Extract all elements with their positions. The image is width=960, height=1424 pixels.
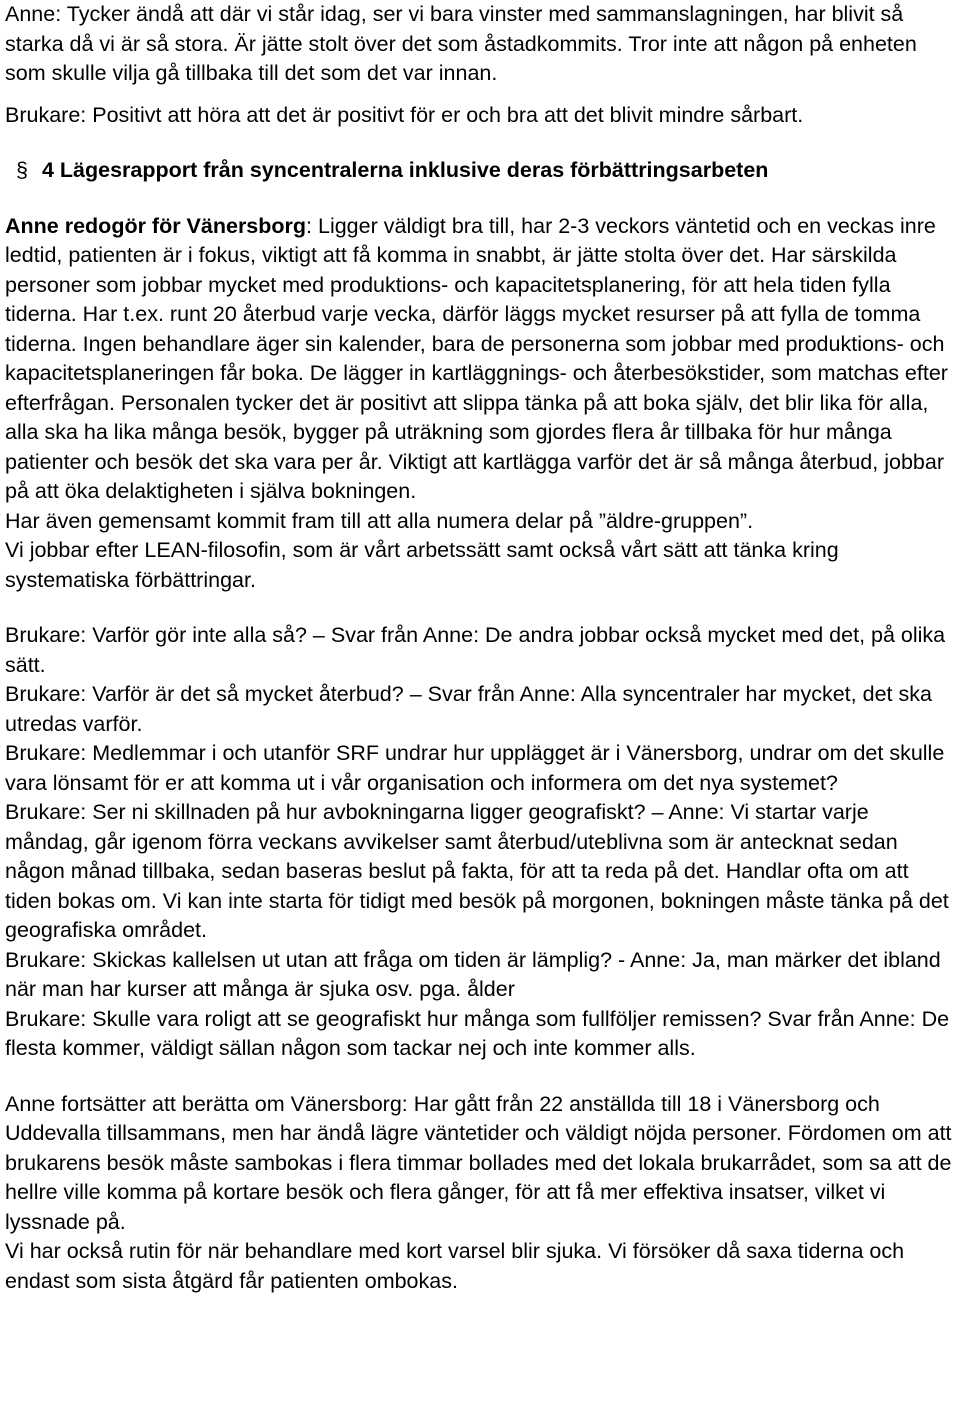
paragraph-question-srf: Brukare: Medlemmar i och utanför SRF undrar hur upplägget är i Vänersborg, undrar om det skulle vara lönsamt för er att komma ut i vår organisation och informera om det nya systemet? [5, 741, 945, 795]
spacer [5, 1064, 957, 1090]
paragraph-anne-continues: Anne fortsätter att berätta om Vänersborg: Har gått från 22 anställda till 18 i Vänersborg och Uddevalla tillsammans, men har ändå lägre väntetider och väldigt nöjda personer. Fördomen om att brukarens besök måste sambokas i flera timmar bollades med det lokala brukarrådet, som sa att de hellre ville komma på kortare besök och flera gånger, för att få mer effektiva insatser, vilket vi lyssnade på. [5, 1091, 952, 1234]
document-page [5, 0, 957, 1296]
paragraph-question-why-not-all: Brukare: Varför gör inte alla så? – Svar från Anne: De andra jobbar också mycket med det, på olika sätt. [5, 623, 946, 677]
paragraph-lean: Vi jobbar efter LEAN-filosofin, som är vårt arbetssätt samt också vårt sätt att tänka kring systematiska förbättringar. [5, 538, 839, 592]
paragraph-question-cancellations: Brukare: Varför är det så mycket återbud? – Svar från Anne: Alla syncentraler har mycket, det ska utredas varför. [5, 682, 932, 736]
spacer [5, 186, 957, 212]
paragraph-question-invitation: Brukare: Skickas kallelsen ut utan att fråga om tiden är lämplig? - Anne: Ja, man märker det ibland när man har kurser att många är sjuka osv. pga. ålder [5, 947, 941, 1001]
report-text: : Ligger väldigt bra till, har 2-3 veckors väntetid och en veckas inre ledtid, patienten är i fokus, viktigt att få komma in snabbt, är jätte stolta över det. Har särskilda personer som jobbar mycket med produktions- och kapacitetsplanering, för att hela tiden fylla tiderna. Har t.ex. runt 20 återbud varje vecka, därför läggs mycket resurser på att fylla de tomma tiderna. Ingen behandlare äger sin kalender, bara de personerna som jobbar med produktions- och kapacitetsplaneringen får boka. De lägger in kartläggnings- och återbesökstider, som matchas efter efterfrågan. Personalen tycker det är positivt att slippa tänka på att boka själv, det blir lika för alla, alla ska ha lika många besök, bygger på uträkning som gjordes flera år tillbaka för hur många patienter och besök det ska vara per år. Viktigt att kartlägga varför det är så många återbud, jobbar på att öka delaktigheten i själva bokningen. [5, 213, 948, 503]
spacer [5, 89, 957, 101]
paragraph-question-referrals: Brukare: Skulle vara roligt att se geografiskt hur många som fullföljer remissen? Svar från Anne: De flesta kommer, väldigt sällan någon som tackar nej och inte kommer alls. [5, 1006, 950, 1060]
paragraph-sick-routine: Vi har också rutin för när behandlare med kort varsel blir sjuka. Vi försöker då saxa tiderna och endast som sista åtgärd får patienten ombokas. [5, 1239, 905, 1293]
section-heading [5, 156, 957, 186]
paragraph-user-comment: Brukare: Positivt att höra att det är positivt för er och bra att det blivit mindre sårbart. [5, 102, 804, 127]
spacer [5, 130, 957, 156]
paragraph-vanersborg-report [5, 212, 957, 507]
section-heading-text: 4 Lägesrapport från syncentralerna inklusive deras förbättringsarbeten [41, 158, 769, 182]
section-symbol: § [16, 158, 28, 182]
paragraph-question-geography: Brukare: Ser ni skillnaden på hur avbokningarna ligger geografiskt? – Anne: Vi startar varje måndag, går igenom förra veckans avvikelser samt återbud/uteblivna som är antecknat sedan någon månad tillbaka, sedan baseras beslut på fakta, för att ta reda på det. Handlar ofta om att tiden bokas om. Vi kan inte starta för tidigt med besök på morgonen, bokningen måste tänka på det geografiska området. [5, 800, 949, 942]
spacer [5, 595, 957, 621]
paragraph-elderly-group: Har även gemensamt kommit fram till att alla numera delar på ”äldre-gruppen”. [5, 508, 754, 533]
speaker-label: Anne redogör för Vänersborg [5, 213, 307, 238]
paragraph-anne-opinion: Anne: Tycker ändå att där vi står idag, ser vi bara vinster med sammanslagningen, har blivit så starka då vi är så stora. Är jätte stolt över det som åstadkommits. Tror inte att någon på enheten som skulle vilja gå tillbaka till det som det var innan. [5, 2, 917, 85]
